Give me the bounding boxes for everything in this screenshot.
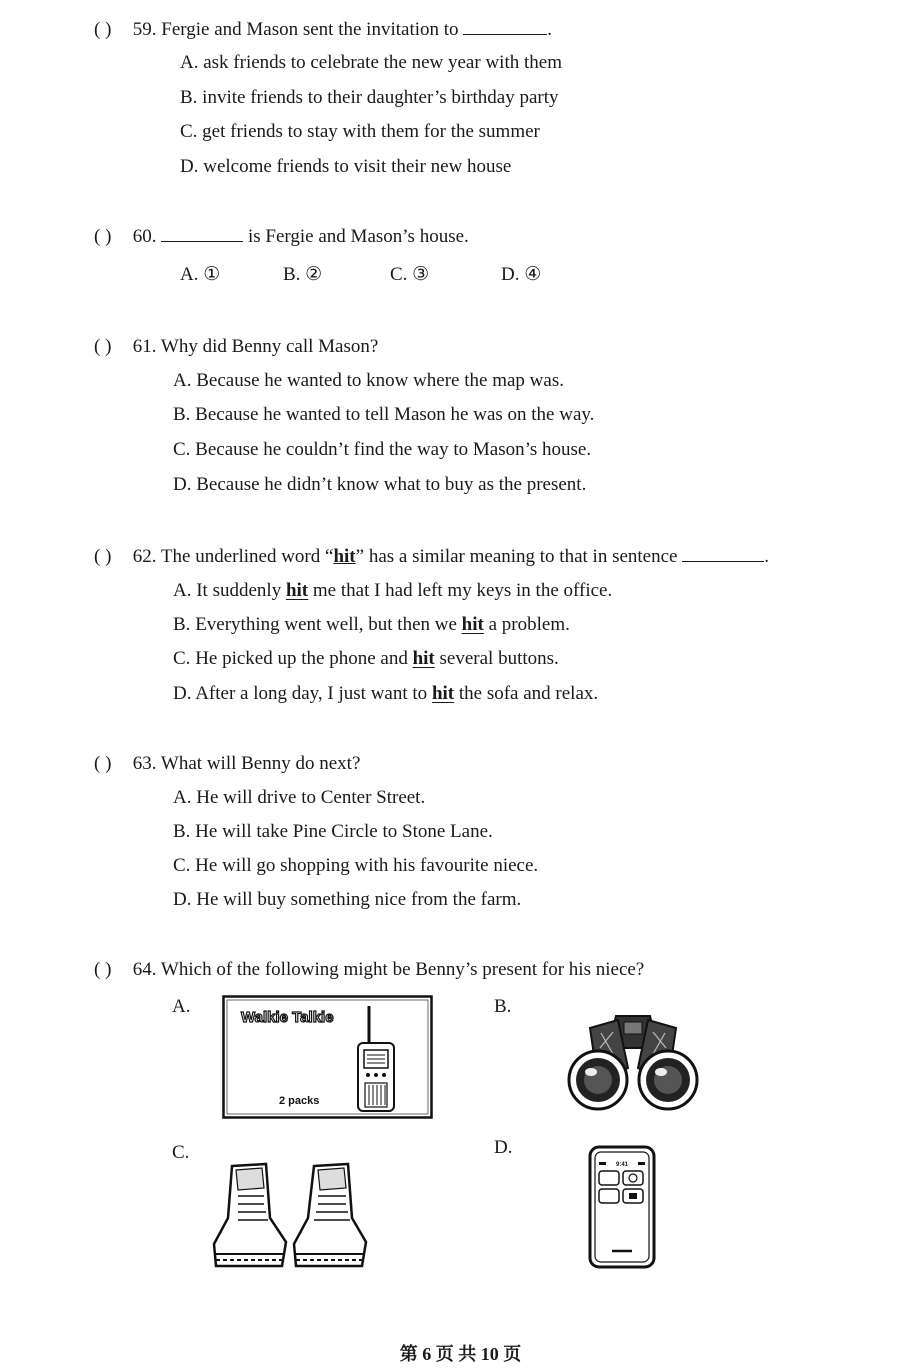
binoculars-icon[interactable]: [568, 1008, 698, 1118]
question-number: 63.: [132, 753, 157, 774]
picture-option-b-label: B.: [494, 996, 512, 1017]
picture-option-d-label: D.: [494, 1137, 513, 1158]
option-62-a: A. It suddenly hit me that I had left my keys in the office.: [173, 580, 613, 601]
question-61: [94, 336, 378, 358]
option-60-b: B. ②: [283, 264, 323, 285]
question-number: 62.: [132, 546, 157, 567]
question-64: [94, 959, 644, 981]
answer-paren[interactable]: ( ): [94, 336, 112, 357]
option-61-c: C. Because he couldn’t find the way to Mason’s house.: [173, 439, 592, 460]
answer-blank[interactable]: [463, 18, 547, 35]
option-63-c: C. He will go shopping with his favourite niece.: [173, 855, 539, 876]
option-61-d: D. Because he didn’t know what to buy as the present.: [173, 474, 587, 495]
question-number: 64.: [132, 959, 157, 980]
option-61-b: B. Because he wanted to tell Mason he was on the way.: [173, 404, 595, 425]
answer-paren[interactable]: ( ): [94, 19, 112, 40]
answer-paren[interactable]: ( ): [94, 546, 112, 567]
option-59-b: B. invite friends to their daughter’s birthday party: [180, 87, 559, 108]
option-62-d: D. After a long day, I just want to hit the sofa and relax.: [173, 683, 599, 704]
question-stem: What will Benny do next?: [160, 753, 361, 774]
walkie-talkie-box-icon[interactable]: [222, 995, 433, 1119]
answer-paren[interactable]: ( ): [94, 753, 112, 774]
question-stem: Which of the following might be Benny’s present for his niece?: [160, 959, 645, 980]
question-62: ( ) 62. The underlined word “hit” has a similar meaning to that in sentence .: [94, 546, 769, 567]
question-stem: is Fergie and Mason’s house.: [248, 226, 469, 247]
answer-paren[interactable]: ( ): [94, 226, 112, 247]
option-63-a: A. He will drive to Center Street.: [173, 787, 426, 808]
option-60-d: D. ④: [501, 264, 542, 285]
box-note: 2 packs: [279, 1095, 320, 1107]
underlined-word: hit: [461, 614, 484, 635]
question-number: 59.: [132, 19, 157, 40]
question-number: 60.: [132, 226, 157, 247]
question-stem: Fergie and Mason sent the invitation to: [161, 19, 459, 40]
question-59: ( ) 59. Fergie and Mason sent the invitation to .: [94, 19, 553, 40]
answer-paren[interactable]: ( ): [94, 959, 112, 980]
underlined-word: hit: [285, 580, 309, 601]
box-title: Walkie Talkie: [241, 1009, 334, 1026]
answer-blank[interactable]: [682, 545, 764, 562]
question-63: [94, 753, 360, 775]
picture-option-a-label: A.: [172, 996, 191, 1017]
option-59-c: C. get friends to stay with them for the summer: [180, 121, 540, 142]
hiking-boots-icon[interactable]: [210, 1158, 370, 1276]
option-62-b: B. Everything went well, but then we hit a problem.: [173, 614, 570, 635]
question-number: 61.: [132, 336, 157, 357]
underlined-word: hit: [431, 683, 455, 704]
option-61-a: A. Because he wanted to know where the map was.: [173, 370, 564, 391]
picture-option-c-label: C.: [172, 1142, 190, 1163]
underlined-word: hit: [412, 648, 435, 669]
phone-time: 9:41: [616, 1162, 629, 1168]
option-59-d: D. welcome friends to visit their new house: [180, 156, 512, 177]
option-60-a: A. ①: [180, 264, 221, 285]
page-footer: 第 6 页 共 10 页: [399, 1344, 522, 1364]
smartphone-icon[interactable]: [588, 1145, 656, 1269]
underlined-word: hit: [333, 546, 356, 567]
option-63-d: D. He will buy something nice from the farm.: [173, 889, 522, 910]
option-62-c: C. He picked up the phone and hit several buttons.: [173, 648, 559, 669]
answer-blank[interactable]: [161, 225, 243, 242]
question-stem: Why did Benny call Mason?: [160, 336, 379, 357]
option-63-b: B. He will take Pine Circle to Stone Lane.: [173, 821, 493, 842]
question-60: [94, 225, 469, 248]
option-59-a: A. ask friends to celebrate the new year with them: [180, 52, 562, 73]
option-60-c: C. ③: [390, 264, 430, 285]
